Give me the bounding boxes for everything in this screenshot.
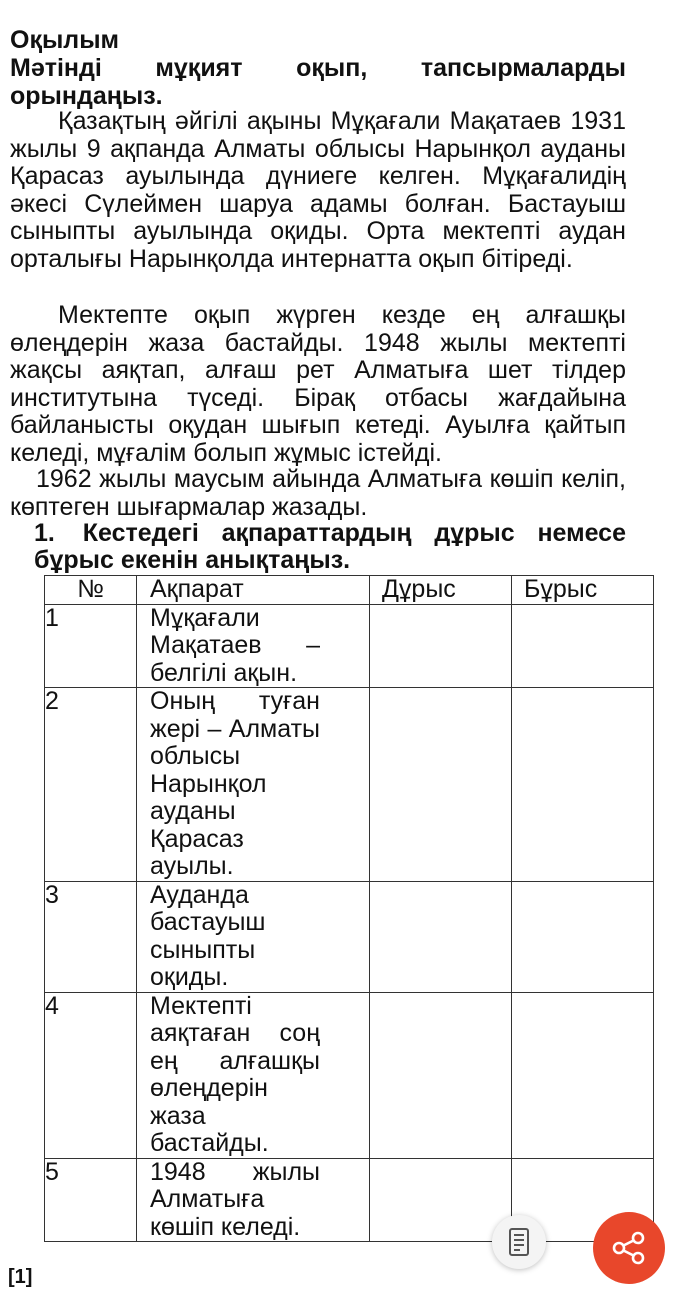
table-row	[45, 992, 654, 1158]
instruction-text: Мәтінді мұқият оқып, тапсырмаларды орындаңыз.	[10, 54, 626, 110]
false-cell[interactable]	[512, 688, 654, 882]
true-cell[interactable]	[370, 1158, 512, 1242]
task-number: 1.	[34, 519, 55, 547]
true-cell[interactable]	[370, 688, 512, 882]
row-info: Оның туған жері – Алматы облысы Нарынқол ауданы Қарасаз ауылы.	[137, 688, 370, 882]
false-cell[interactable]	[512, 881, 654, 992]
share-icon	[610, 1229, 648, 1267]
row-number: 2	[45, 688, 137, 882]
row-number: 1	[45, 604, 137, 688]
row-info: Мұқағали Мақатаев – белгілі ақын.	[137, 604, 370, 688]
row-number: 3	[45, 881, 137, 992]
task-text: Кестедегі ақпараттардың дұрыс немесе бұрыс екенін анықтаңыз.	[34, 519, 626, 574]
header-true: Дұрыс	[370, 576, 512, 605]
score-mark: [1]	[8, 1266, 33, 1288]
paragraph-1: Қазақтың әйгілі ақыны Мұқағали Мақатаев 1931 жылы 9 ақпанда Алматы облысы Нарынқол ауданы Қарасаз ауылында дүниеге келген. Мұқағалидің әкесі Сүлеймен шаруа адамы болған. Бастауыш сыныпты ауылында оқиды. Орта мектепті аудан орталығы Нарынқолда интернатта оқып бітіреді.	[10, 107, 626, 273]
header-info: Ақпарат	[137, 576, 370, 605]
section-title: Оқылым	[10, 26, 120, 54]
row-info: 1948 жылы Алматыға көшіп келеді.	[137, 1158, 370, 1242]
true-cell[interactable]	[370, 992, 512, 1158]
true-cell[interactable]	[370, 604, 512, 688]
header-number: №	[45, 576, 137, 605]
table-row	[45, 1158, 654, 1242]
task-heading	[34, 520, 626, 574]
info-table	[44, 575, 654, 1242]
header-false: Бұрыс	[512, 576, 654, 605]
table-row	[45, 604, 654, 688]
row-info: Ауданда бастауыш сыныпты оқиды.	[137, 881, 370, 992]
true-cell[interactable]	[370, 881, 512, 992]
row-number: 4	[45, 992, 137, 1158]
table-header-row	[45, 576, 654, 605]
document-list-icon	[508, 1227, 530, 1257]
row-info: Мектепті аяқтаған соң ең алғашқы өлеңдерін жаза бастайды.	[137, 992, 370, 1158]
list-button[interactable]	[492, 1215, 546, 1269]
row-number: 5	[45, 1158, 137, 1242]
table-row	[45, 881, 654, 992]
false-cell[interactable]	[512, 604, 654, 688]
table-row	[45, 688, 654, 882]
share-button[interactable]	[593, 1212, 665, 1284]
paragraph-3: 1962 жылы маусым айында Алматыға көшіп келіп, көптеген шығармалар жазады.	[10, 465, 626, 521]
false-cell[interactable]	[512, 992, 654, 1158]
paragraph-2: Мектепте оқып жүрген кезде ең алғашқы өлеңдерін жаза бастайды. 1948 жылы мектепті жақсы аяқтап, алғаш рет Алматыға шет тілдер институтына түседі. Бірақ отбасы жағдайына байланысты оқудан шығып кетеді. Ауылға қайтып келеді, мұғалім болып жұмыс істейді.	[10, 301, 626, 467]
